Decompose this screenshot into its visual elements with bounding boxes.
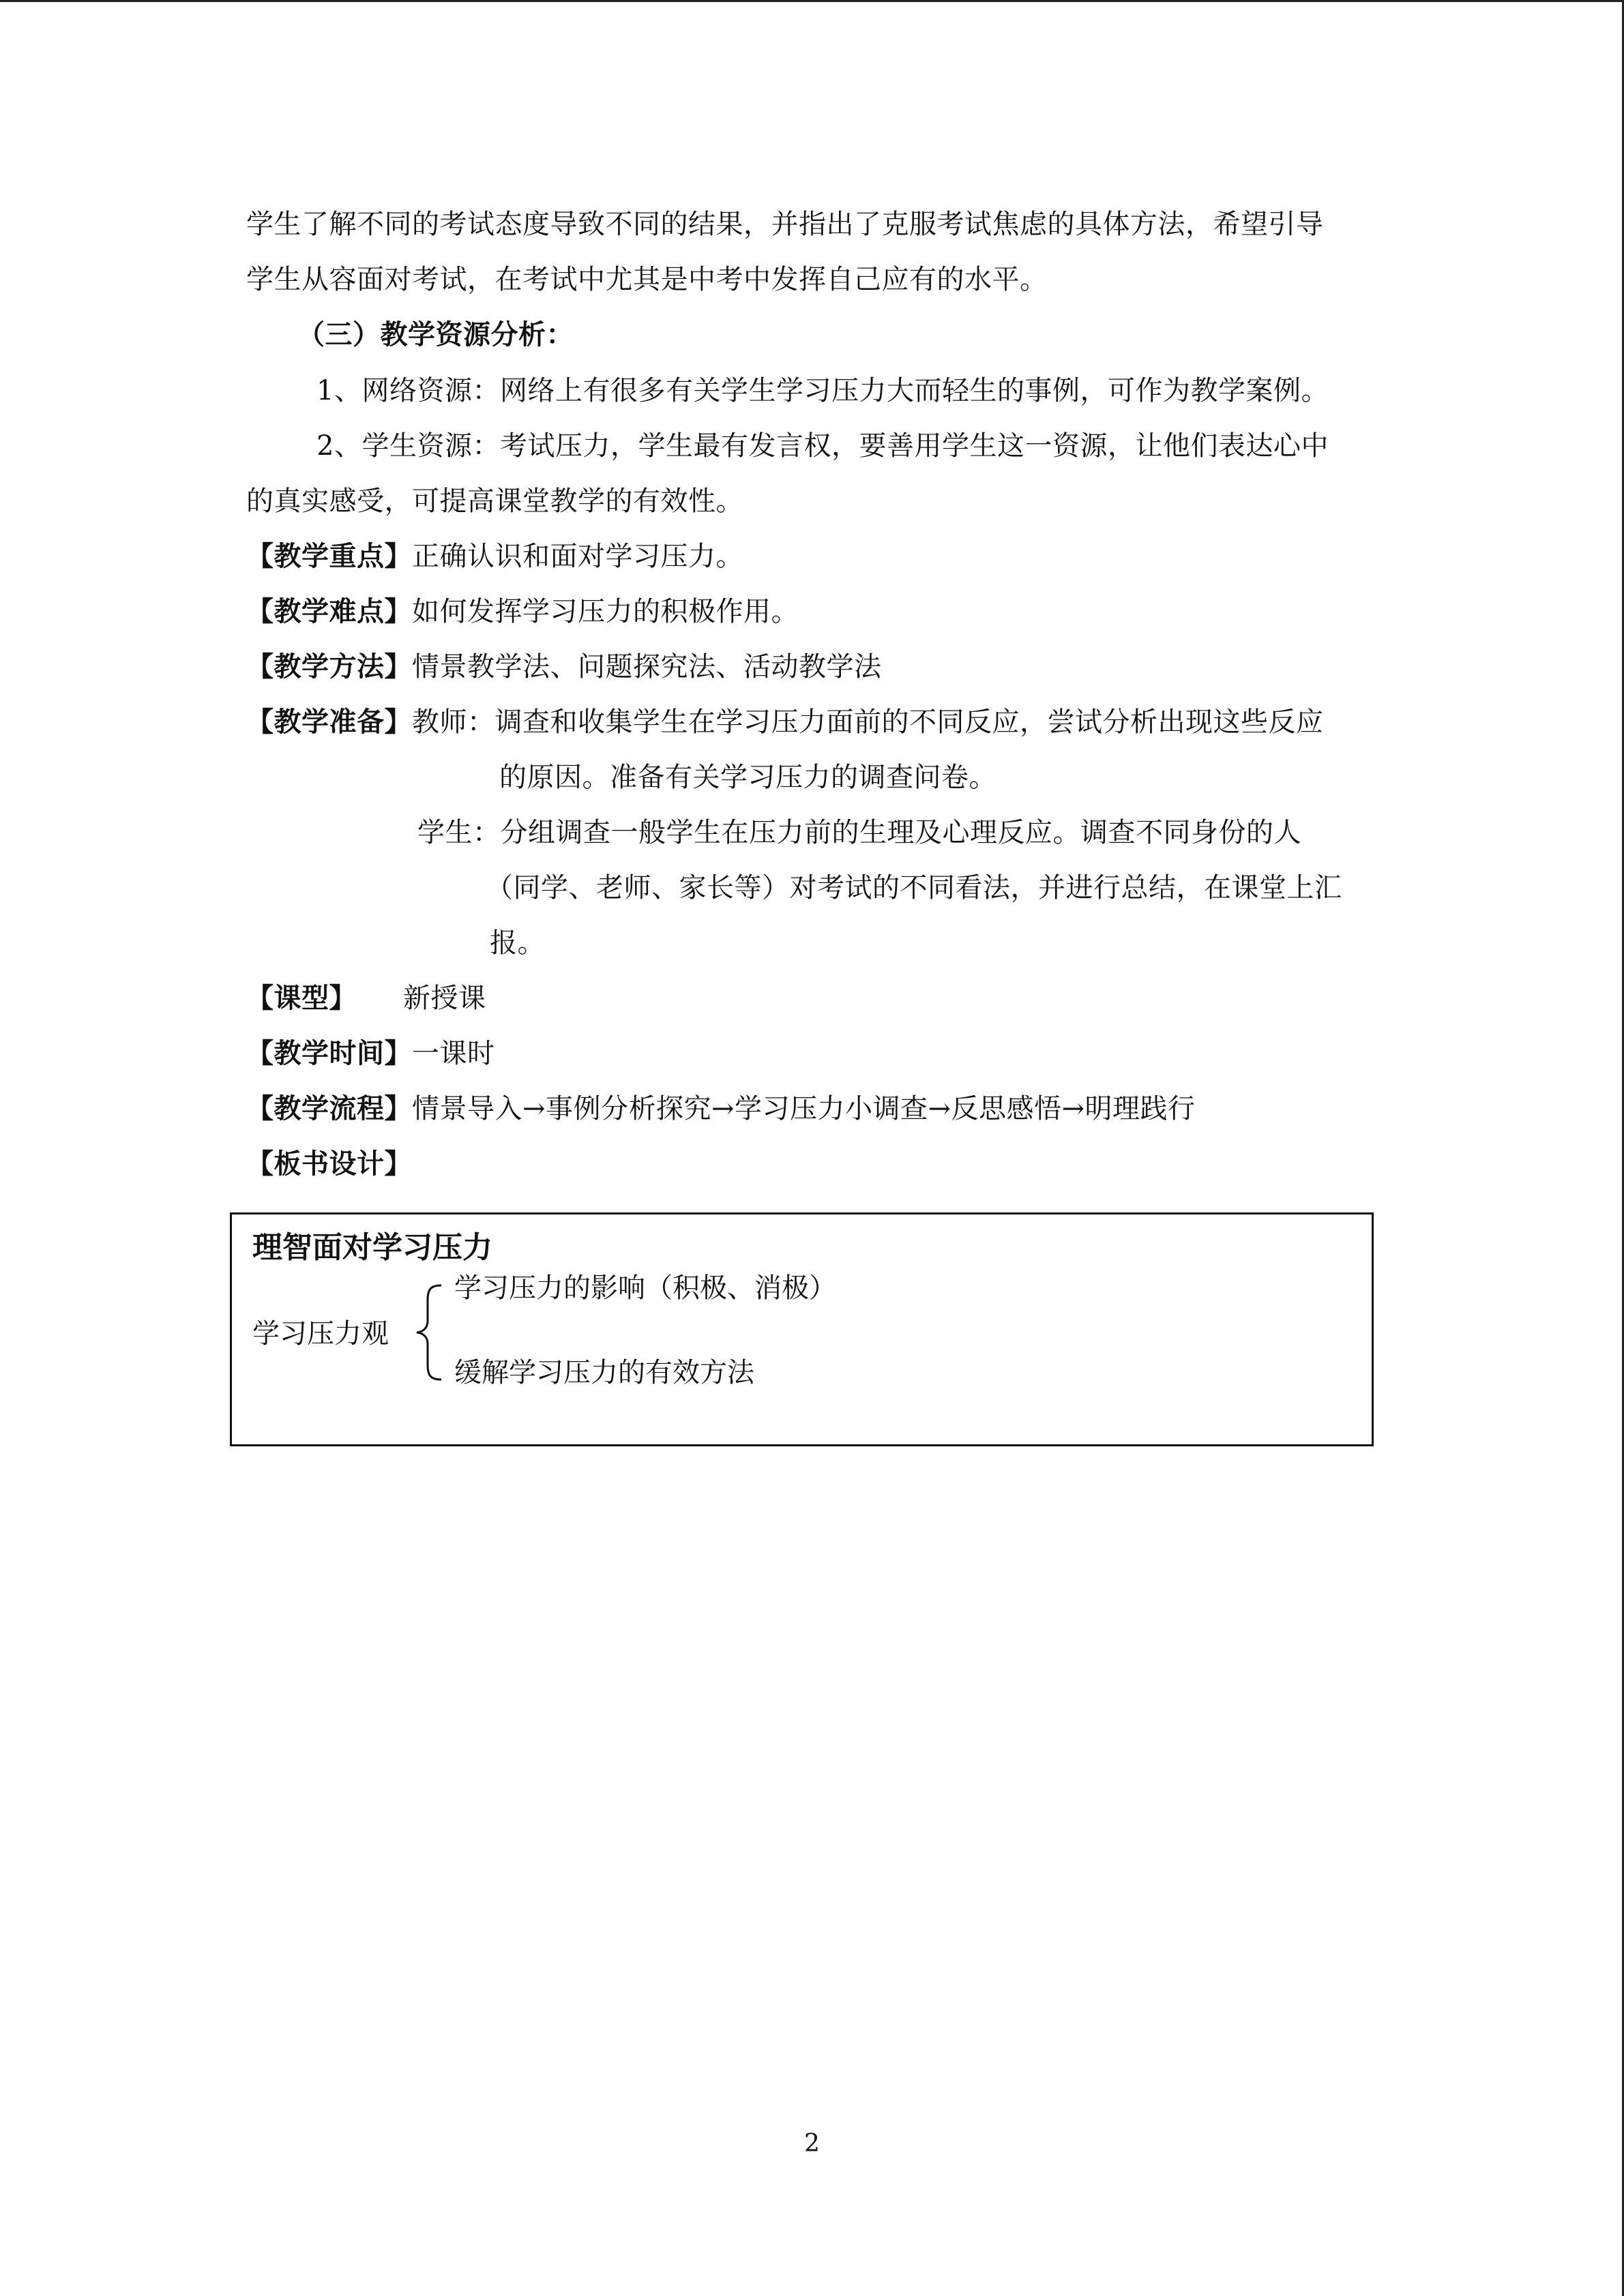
teaching-duration-label: 【教学时间】	[246, 1038, 412, 1069]
page-number: 2	[804, 2130, 820, 2158]
teaching-difficulty-text: 如何发挥学习压力的积极作用。	[412, 596, 799, 627]
curly-brace-icon	[413, 1281, 454, 1384]
teaching-preparation-teacher-line-1: 教师：调查和收集学生在学习压力面前的不同反应，尝试分析出现这些反应	[412, 706, 1324, 738]
teaching-flow-label: 【教学流程】	[246, 1093, 412, 1124]
teaching-preparation	[246, 703, 1324, 741]
board-design-heading	[246, 1145, 412, 1183]
teaching-focus	[246, 537, 743, 576]
teaching-preparation-student-line-2: （同学、老师、家长等）对考试的不同看法，并进行总结，在课堂上汇	[486, 872, 1342, 904]
teaching-flow	[246, 1090, 1196, 1128]
teaching-difficulty-label: 【教学难点】	[246, 596, 412, 627]
resources-item-2-line-1: 2、学生资源：考试压力，学生最有发言权，要善用学生这一资源，让他们表达心中	[316, 430, 1329, 462]
board-root-concept: 学习压力观	[252, 1318, 389, 1350]
teaching-duration	[246, 1034, 495, 1073]
teaching-preparation-teacher-line-2: 的原因。准备有关学习压力的调查问卷。	[499, 762, 996, 793]
teaching-methods-label: 【教学方法】	[246, 651, 412, 683]
teaching-flow-text: 情景导入→事例分析探究→学习压力小调查→反思感悟→明理践行	[412, 1093, 1196, 1124]
lesson-type-label: 【课型】	[246, 983, 357, 1014]
teaching-methods-text: 情景教学法、问题探究法、活动教学法	[412, 651, 882, 683]
teaching-preparation-student-line-3: 报。	[490, 927, 545, 959]
board-design-box	[230, 1212, 1374, 1446]
intro-line-1: 学生了解不同的考试态度导致不同的结果，并指出了克服考试焦虑的具体方法，希望引导	[246, 209, 1324, 240]
teaching-difficulty	[246, 593, 799, 631]
teaching-duration-text: 一课时	[412, 1038, 495, 1069]
teaching-focus-label: 【教学重点】	[246, 541, 412, 572]
board-branch-methods: 缓解学习压力的有效方法	[454, 1357, 754, 1388]
page-top-border	[0, 0, 1624, 2]
resources-item-1: 1、网络资源：网络上有很多有关学生学习压力大而轻生的事例，可作为教学案例。	[316, 375, 1329, 406]
board-title: 理智面对学习压力	[252, 1230, 492, 1265]
intro-line-2: 学生从容面对考试，在考试中尤其是中考中发挥自己应有的水平。	[246, 264, 1048, 295]
teaching-focus-text: 正确认识和面对学习压力。	[412, 541, 743, 572]
board-branch-influence: 学习压力的影响（积极、消极）	[454, 1272, 836, 1304]
lesson-type	[246, 979, 486, 1017]
teaching-preparation-student-line-1: 学生：分组调查一般学生在压力前的生理及心理反应。调查不同身份的人	[417, 817, 1301, 848]
teaching-methods	[246, 648, 882, 686]
board-design-label: 【板书设计】	[246, 1148, 412, 1180]
lesson-type-text: 新授课	[403, 983, 486, 1014]
resources-heading: （三）教学资源分析：	[297, 319, 574, 351]
teaching-preparation-label: 【教学准备】	[246, 706, 412, 738]
resources-item-2-line-2: 的真实感受，可提高课堂教学的有效性。	[246, 486, 743, 517]
